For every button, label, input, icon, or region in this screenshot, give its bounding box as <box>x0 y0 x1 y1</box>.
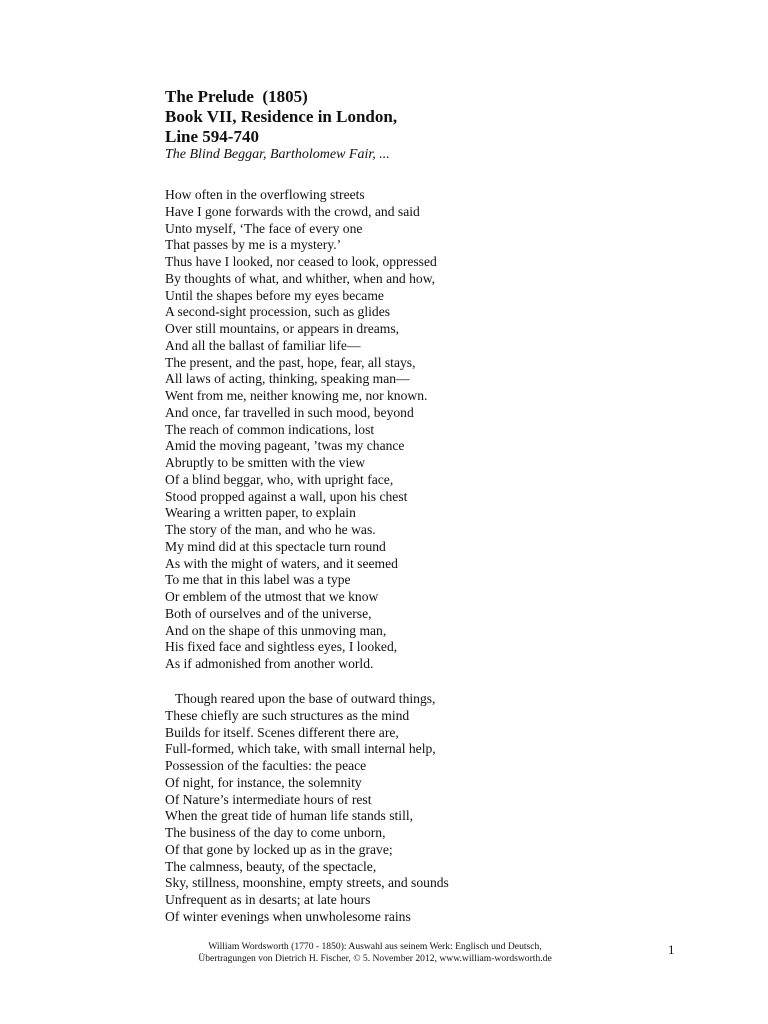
poem-line: Of night, for instance, the solemnity <box>165 774 362 790</box>
poem-line: Until the shapes before my eyes became <box>165 287 384 303</box>
poem-line: Went from me, neither knowing me, nor known. <box>165 388 428 403</box>
poem-line: Of winter evenings when unwholesome rains <box>165 908 411 924</box>
poem-line: Over still mountains, or appears in dreams, <box>165 321 400 336</box>
poem-line: The business of the day to come unborn, <box>165 825 386 840</box>
poem-line: Or emblem of the utmost that we know <box>165 589 379 604</box>
page-number: 1 <box>668 942 675 957</box>
book-title: Book VII, Residence in London, <box>165 107 398 126</box>
poem-line: And on the shape of this unmoving man, <box>165 622 387 638</box>
poem-line: Sky, stillness, moonshine, empty streets, and sounds <box>165 875 449 891</box>
poem-line: Thus have I looked, nor ceased to look, oppressed <box>165 254 437 269</box>
poem-line: To me that in this label was a type <box>165 572 351 588</box>
poem-line: The present, and the past, hope, fear, all stays, <box>165 354 416 370</box>
footer-line-2: Übertragungen von Dietrich H. Fischer, © 5. November 2012, www.william-wordsworth.de <box>198 953 552 964</box>
poem-line: Of that gone by locked up as in the grave; <box>165 841 393 857</box>
poem-line: His fixed face and sightless eyes, I looked, <box>165 639 398 655</box>
poem-line: Have I gone forwards with the crowd, and said <box>165 203 420 219</box>
poem-line: Amid the moving pageant, ’twas my chance <box>165 438 405 454</box>
stanza-1 <box>165 187 437 673</box>
poem-line: Full-formed, which take, with small internal help, <box>165 741 436 757</box>
poem-line: And all the ballast of familiar life— <box>165 337 361 353</box>
poem-line: Builds for itself. Scenes different there are, <box>165 724 399 740</box>
poem-line: Of Nature’s intermediate hours of rest <box>165 791 372 807</box>
document-heading <box>165 87 397 147</box>
poem-line: As if admonished from another world. <box>165 656 374 671</box>
poem-line: Stood propped against a wall, upon his chest <box>165 488 408 504</box>
poem-line: All laws of acting, thinking, speaking man— <box>165 371 410 387</box>
poem-line: Both of ourselves and of the universe, <box>165 605 372 621</box>
poem-line: Unto myself, ‘The face of every one <box>165 220 363 236</box>
poem-line: How often in the overflowing streets <box>165 187 365 202</box>
poem-line: The reach of common indications, lost <box>165 421 375 437</box>
poem-line: A second-sight procession, such as glides <box>165 304 391 320</box>
poem-line: Of a blind beggar, who, with upright face, <box>165 471 394 487</box>
poem-line: Wearing a written paper, to explain <box>165 505 356 521</box>
poem-line: As with the might of waters, and it seemed <box>165 555 398 571</box>
stanza-2 <box>165 691 449 926</box>
poem-line: Though reared upon the base of outward things, <box>165 691 436 706</box>
poem-line: And once, far travelled in such mood, beyond <box>165 404 414 420</box>
poem-line: My mind did at this spectacle turn round <box>165 538 386 554</box>
poem-line: By thoughts of what, and whither, when and how, <box>165 270 436 286</box>
poem-line: That passes by me is a mystery.’ <box>165 237 342 253</box>
line-range: Line 594-740 <box>165 127 259 146</box>
poem-title: The Prelude (1805) <box>165 87 308 106</box>
subtitle: The Blind Beggar, Bartholomew Fair, ... <box>165 147 390 162</box>
poem-line: Unfrequent as in desarts; at late hours <box>165 892 371 907</box>
poem-line: These chiefly are such structures as the mind <box>165 707 410 723</box>
footer-line-1: William Wordsworth (1770 - 1850): Auswahl aus seinem Werk: Englisch und Deutsch, <box>208 941 542 952</box>
poem-line: The story of the man, and who he was. <box>165 522 376 537</box>
poem-line: When the great tide of human life stands still, <box>165 808 414 824</box>
poem-line: The calmness, beauty, of the spectacle, <box>165 858 377 874</box>
footer <box>160 941 590 965</box>
poem-line: Possession of the faculties: the peace <box>165 758 367 773</box>
poem-line: Abruptly to be smitten with the view <box>165 455 366 470</box>
